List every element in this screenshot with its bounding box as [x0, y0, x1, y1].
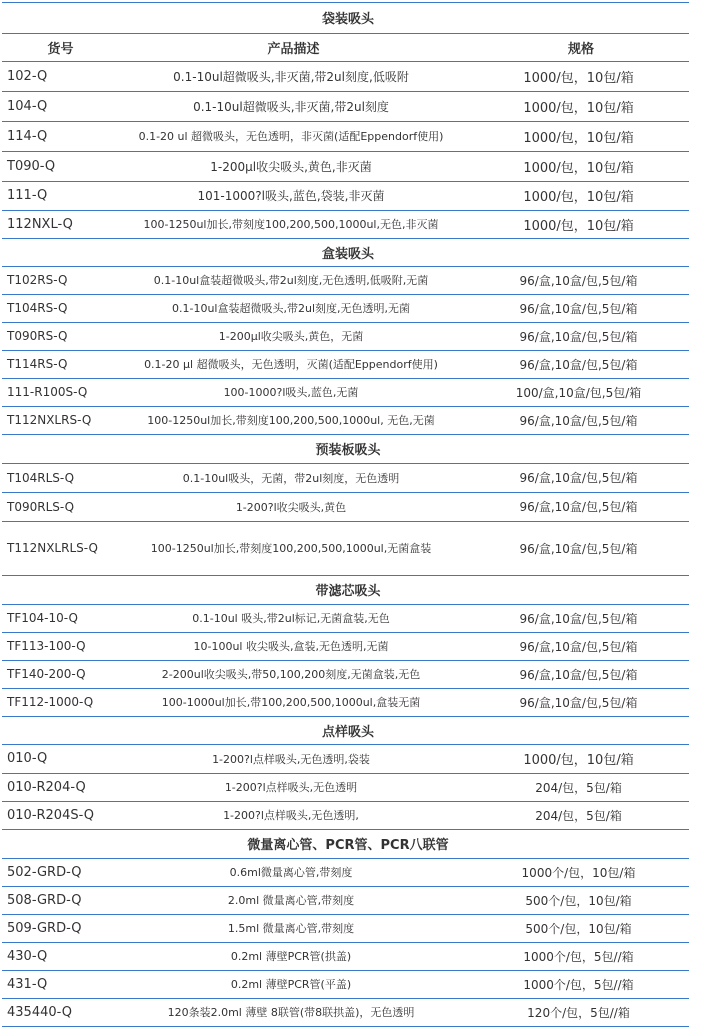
product-spec: 96/盒,10盒/包,5包/箱 [519, 667, 638, 682]
product-description: 1.5ml 微量离心管,带刻度 [227, 922, 355, 935]
product-code: 502-GRD-Q [7, 864, 82, 880]
product-spec: 1000/包，10包/箱 [523, 160, 634, 176]
product-spec: 1000/包，10包/箱 [523, 753, 634, 768]
product-code: 111-Q [7, 188, 48, 203]
table-row [2, 121, 689, 151]
product-spec: 1000/包，10包/箱 [523, 190, 634, 205]
table-row [2, 998, 689, 1026]
product-spec: 100/盒,10盒/包,5包/箱 [515, 385, 642, 400]
table-row [2, 322, 689, 350]
product-code: 010-Q [7, 751, 48, 766]
product-spec: 96/盒,10盒/包,5包/箱 [519, 541, 638, 556]
product-description: 0.1-10ul超微吸头,非灭菌,带2ul刻度 [193, 99, 389, 114]
section-title-row [2, 2, 689, 33]
product-code: TF104-10-Q [7, 611, 78, 625]
column-header-desc: 产品描述 [267, 41, 320, 57]
product-description: 100-1000?l吸头,蓝色,无菌 [223, 386, 359, 399]
product-spec: 1000/包，10包/箱 [523, 70, 634, 86]
product-description: 0.1-10ul盒装超微吸头,带2ul刻度,无色透明,无菌 [171, 302, 410, 315]
product-code: T102RS-Q [7, 273, 68, 287]
product-spec: 1000个/包，10包/箱 [521, 865, 636, 880]
product-table [2, 2, 689, 1027]
product-code: T104RLS-Q [7, 470, 75, 485]
section-title-row [2, 829, 689, 858]
table-row [2, 801, 689, 829]
product-code: T112NXLRLS-Q [7, 541, 98, 555]
product-description: 0.6ml微量离心管,带刻度 [229, 866, 353, 879]
product-code: 509-GRD-Q [7, 920, 82, 936]
product-description: 1-200?l点样吸头,无色透明 [224, 781, 358, 794]
section-title-row [2, 575, 689, 604]
product-description: 0.1-10ul吸头，无菌，带2ul刻度，无色透明 [182, 471, 400, 485]
product-code: 112NXL-Q [7, 216, 73, 232]
table-row [2, 151, 689, 181]
table-row [2, 744, 689, 773]
product-spec: 204/包，5包/箱 [535, 808, 622, 823]
section-title: 盒装吸头 [322, 246, 375, 262]
product-description: 100-1250ul加长,带刻度100,200,500,1000ul, 无色,无菌 [147, 414, 435, 427]
product-spec: 1000个/包，5包//箱 [523, 977, 634, 992]
table-row [2, 632, 689, 660]
product-code: 010-R204S-Q [7, 807, 95, 823]
section-title: 带滤芯吸头 [315, 584, 381, 599]
table-row [2, 521, 689, 575]
product-description: 100-1000ul加长,带100,200,500,1000ul,盒装无菌 [161, 696, 421, 709]
product-code: TF112-1000-Q [7, 695, 94, 709]
product-description: 100-1250ul加长,带刻度100,200,500,1000ul,无色,非灭菌 [143, 218, 439, 231]
product-description: 0.1-10ul 吸头,带2ul标记,无菌盒装,无色 [192, 612, 390, 625]
product-code: T090-Q [7, 158, 56, 174]
table-row [2, 61, 689, 91]
product-spec: 96/盒,10盒/包,5包/箱 [519, 413, 638, 428]
product-code: TF113-100-Q [7, 639, 86, 653]
product-code: T112NXLRS-Q [7, 413, 92, 427]
table-row [2, 914, 689, 942]
table-row [2, 660, 689, 688]
table-row [2, 210, 689, 238]
section-title-row [2, 238, 689, 266]
section-title: 袋装吸头 [322, 11, 375, 27]
product-spec: 1000/包，10包/箱 [523, 100, 634, 116]
product-description: 1-200?l点样吸头,无色透明, [223, 809, 359, 822]
product-code: T090RLS-Q [7, 499, 75, 514]
product-code: 111-R100S-Q [7, 385, 88, 399]
product-code: TF140-200-Q [7, 667, 86, 681]
product-description: 2.0ml 微量离心管,带刻度 [227, 894, 355, 907]
column-header-code: 货号 [47, 41, 74, 57]
product-description: 0.2ml 薄壁PCR管(拱盖) [230, 950, 352, 963]
table-row [2, 970, 689, 998]
section-title: 点样吸头 [322, 724, 375, 740]
product-description: 10-100ul 收尖吸头,盒装,无色透明,无菌 [193, 640, 389, 653]
product-description: 1-200?l收尖吸头,黄色 [235, 500, 347, 514]
product-spec: 96/盒,10盒/包,5包/箱 [519, 695, 638, 710]
product-description: 0.1-10ul超微吸头,非灭菌,带2ul刻度,低吸附 [173, 69, 409, 84]
table-row [2, 266, 689, 294]
product-spec: 96/盒,10盒/包,5包/箱 [519, 357, 638, 372]
product-code: 010-R204-Q [7, 779, 86, 795]
column-header-spec: 规格 [568, 41, 595, 57]
product-spec: 1000个/包，5包//箱 [523, 949, 634, 964]
product-code: T090RS-Q [7, 329, 68, 343]
product-code: 104-Q [7, 98, 48, 114]
section-title: 微量离心管、PCR管、PCR八联管 [247, 838, 449, 853]
section-title-row [2, 434, 689, 463]
product-spec: 96/盒,10盒/包,5包/箱 [519, 471, 638, 485]
product-description: 120条装2.0ml 薄壁 8联管(带8联拱盖)，无色透明 [167, 1006, 415, 1019]
table-row [2, 406, 689, 434]
product-description: 1-200μl收尖吸头,黄色，无菌 [218, 330, 364, 343]
product-description: 100-1250ul加长,带刻度100,200,500,1000ul,无菌盒装 [150, 542, 432, 555]
product-spec: 1000/包，10包/箱 [523, 218, 634, 234]
table-row [2, 942, 689, 970]
product-description: 2-200ul收尖吸头,带50,100,200刻度,无菌盒装,无色 [161, 668, 421, 681]
table-header-row [2, 33, 689, 61]
product-description: 101-1000?l吸头,蓝色,袋装,非灭菌 [197, 189, 385, 203]
table-row [2, 91, 689, 121]
table-row [2, 858, 689, 886]
table-row [2, 181, 689, 210]
product-spec: 204/包，5包/箱 [535, 780, 622, 795]
product-spec: 96/盒,10盒/包,5包/箱 [519, 611, 638, 626]
product-code: 102-Q [7, 68, 48, 84]
product-description: 0.2ml 薄壁PCR管(平盖) [230, 978, 352, 991]
product-spec: 96/盒,10盒/包,5包/箱 [519, 500, 638, 514]
table-row [2, 378, 689, 406]
product-spec: 96/盒,10盒/包,5包/箱 [519, 273, 638, 288]
table-row [2, 688, 689, 716]
product-table-body [2, 2, 689, 1026]
section-title-row [2, 716, 689, 744]
table-row [2, 604, 689, 632]
table-row [2, 492, 689, 521]
product-code: 508-GRD-Q [7, 892, 82, 908]
product-code: 431-Q [7, 976, 48, 992]
product-code: T104RS-Q [7, 301, 68, 315]
product-spec: 120个/包，5包//箱 [527, 1005, 630, 1020]
table-row [2, 886, 689, 914]
product-spec: 96/盒,10盒/包,5包/箱 [519, 329, 638, 344]
product-description: 1-200?l点样吸头,无色透明,袋装 [212, 752, 370, 766]
product-description: 0.1-20 ul 超微吸头，无色透明，非灭菌(适配Eppendorf使用) [138, 130, 444, 143]
product-code: T114RS-Q [7, 357, 68, 371]
table-row [2, 350, 689, 378]
product-spec: 96/盒,10盒/包,5包/箱 [519, 301, 638, 316]
product-code: 430-Q [7, 948, 48, 964]
product-code: 435440-Q [7, 1004, 73, 1020]
product-spec: 96/盒,10盒/包,5包/箱 [519, 639, 638, 654]
table-row [2, 463, 689, 492]
product-code: 114-Q [7, 128, 48, 144]
product-description: 0.1-20 μl 超微吸头，无色透明，灭菌(适配Eppendorf使用) [144, 358, 438, 371]
table-row [2, 294, 689, 322]
table-row [2, 773, 689, 801]
product-description: 0.1-10ul盒装超微吸头,带2ul刻度,无色透明,低吸附,无菌 [153, 274, 429, 287]
product-spec: 1000/包，10包/箱 [523, 130, 634, 146]
product-spec: 500个/包，10包/箱 [525, 893, 632, 908]
product-description: 1-200μl收尖吸头,黄色,非灭菌 [210, 159, 372, 174]
section-title: 预装板吸头 [315, 443, 381, 458]
product-spec: 500个/包，10包/箱 [525, 921, 632, 936]
